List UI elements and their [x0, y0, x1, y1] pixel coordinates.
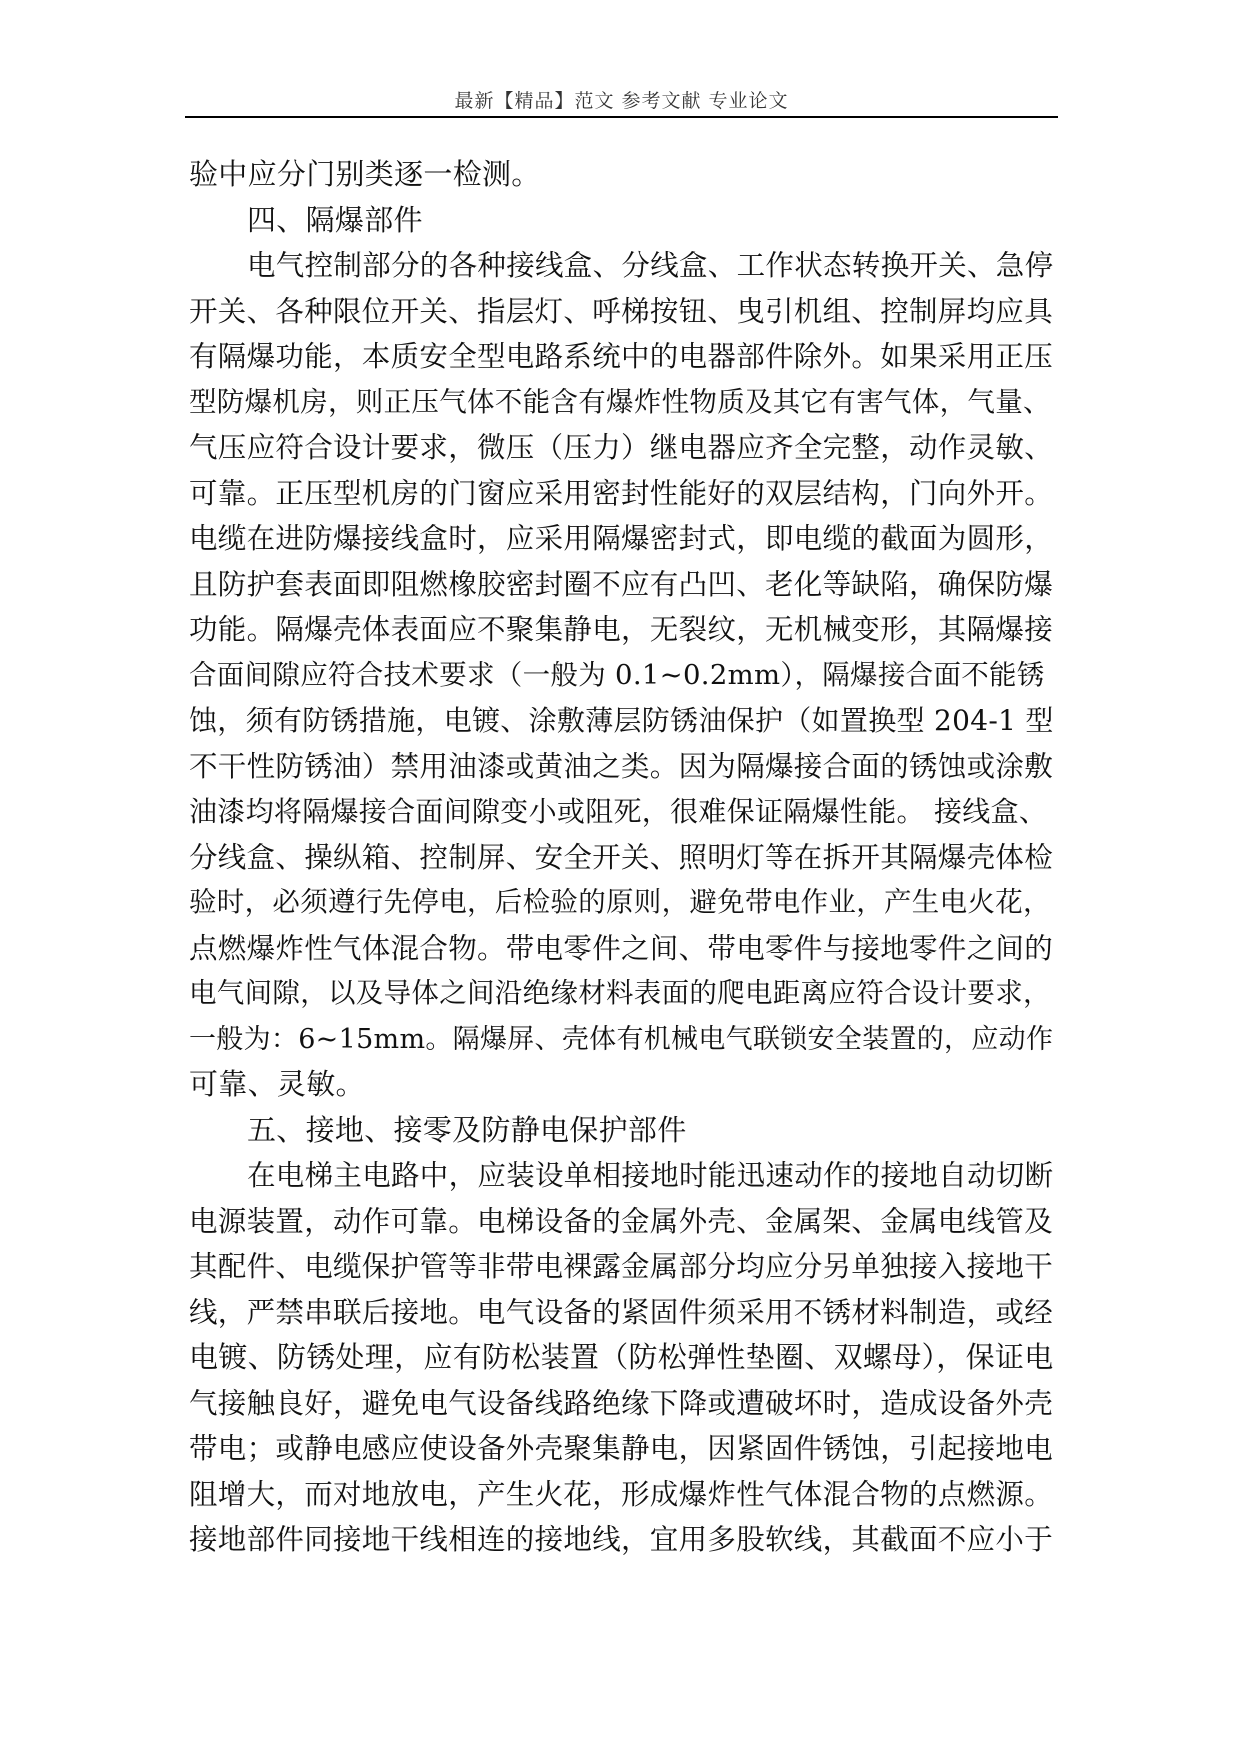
text-line: 电气间隙，以及导体之间沿绝缘材料表面的爬电距离应符合设计要求，: [189, 977, 1051, 1009]
text-line: 且防护套表面即阻燃橡胶密封圈不应有凸凹、老化等缺陷，确保防爆: [189, 567, 1054, 601]
section-heading: 五、接地、接零及防静电保护部件: [247, 1112, 687, 1147]
text-line: 型防爆机房，则正压气体不能含有爆炸性物质及其它有害气体，气量、: [189, 385, 1051, 418]
text-line: 分线盒、操纵箱、控制屏、安全开关、照明灯等在拆开其隔爆壳体检: [189, 840, 1054, 874]
text-line: 阻增大，而对地放电，产生火花，形成爆炸性气体混合物的点燃源。: [189, 1477, 1054, 1511]
text-line: 接地部件同接地干线相连的接地线，宜用多股软线，其截面不应小于: [189, 1523, 1054, 1556]
text-line: 验中应分门别类逐一检测。: [189, 157, 541, 191]
text-line: 带电；或静电感应使设备外壳聚集静电，因紧固件锈蚀，引起接地电: [189, 1432, 1054, 1465]
text-line: 功能。隔爆壳体表面应不聚集静电，无裂纹，无机械变形，其隔爆接: [189, 613, 1054, 646]
section-heading: 四、隔爆部件: [247, 202, 423, 237]
text-line: 电源装置，动作可靠。电梯设备的金属外壳、金属架、金属电线管及: [189, 1204, 1054, 1238]
text-line: 验时，必须遵行先停电，后检验的原则，避免带电作业，产生电火花，: [189, 886, 1051, 918]
text-line: 不干性防锈油）禁用油漆或黄油之类。因为隔爆接合面的锈蚀或涂敷: [189, 749, 1054, 783]
header-divider: [185, 116, 1058, 118]
text-line: 其配件、电缆保护管等非带电裸露金属部分均应分另单独接入接地干: [189, 1250, 1054, 1283]
text-line: 线，严禁串联后接地。电气设备的紧固件须采用不锈材料制造，或经: [189, 1295, 1054, 1329]
text-line: 在电梯主电路中，应装设单相接地时能迅速动作的接地自动切断: [247, 1159, 1054, 1192]
text-line: 有隔爆功能，本质安全型电路系统中的电器部件除外。如果采用正压: [189, 340, 1054, 373]
text-line: 开关、各种限位开关、指层灯、呼梯按钮、曳引机组、控制屏均应具: [189, 294, 1054, 328]
text-line: 合面间隙应符合技术要求（一般为 0.1~0.2mm），隔爆接合面不能锈: [189, 658, 1045, 691]
text-line: 可靠。正压型机房的门窗应采用密封性能好的双层结构，门向外开。: [189, 476, 1054, 510]
text-line: 一般为：6~15mm。隔爆屏、壳体有机械电气联锁安全装置的，应动作: [189, 1023, 1054, 1055]
text-line: 油漆均将隔爆接合面间隙变小或阻死，很难保证隔爆性能。 接线盒、: [189, 795, 1048, 828]
text-line: 气压应符合设计要求，微压（压力）继电器应齐全完整，动作灵敏、: [189, 431, 1054, 464]
text-line: 气接触良好，避免电气设备线路绝缘下降或遭破坏时，造成设备外壳: [189, 1386, 1054, 1420]
text-line: 点燃爆炸性气体混合物。带电零件之间、带电零件与接地零件之间的: [189, 931, 1054, 965]
text-line: 电缆在进防爆接线盒时，应采用隔爆密封式，即电缆的截面为圆形，: [189, 522, 1054, 555]
text-line: 可靠、灵敏。: [189, 1067, 365, 1101]
text-line: 蚀，须有防锈措施，电镀、涂敷薄层防锈油保护（如置换型 204-1 型: [189, 704, 1054, 737]
document-body: [189, 152, 1059, 1563]
text-line: 电气控制部分的各种接线盒、分线盒、工作状态转换开关、急停: [247, 249, 1054, 282]
page-header: 最新【精品】范文 参考文献 专业论文: [454, 90, 789, 112]
text-line: 电镀、防锈处理，应有防松装置（防松弹性垫圈、双螺母），保证电: [189, 1340, 1054, 1374]
